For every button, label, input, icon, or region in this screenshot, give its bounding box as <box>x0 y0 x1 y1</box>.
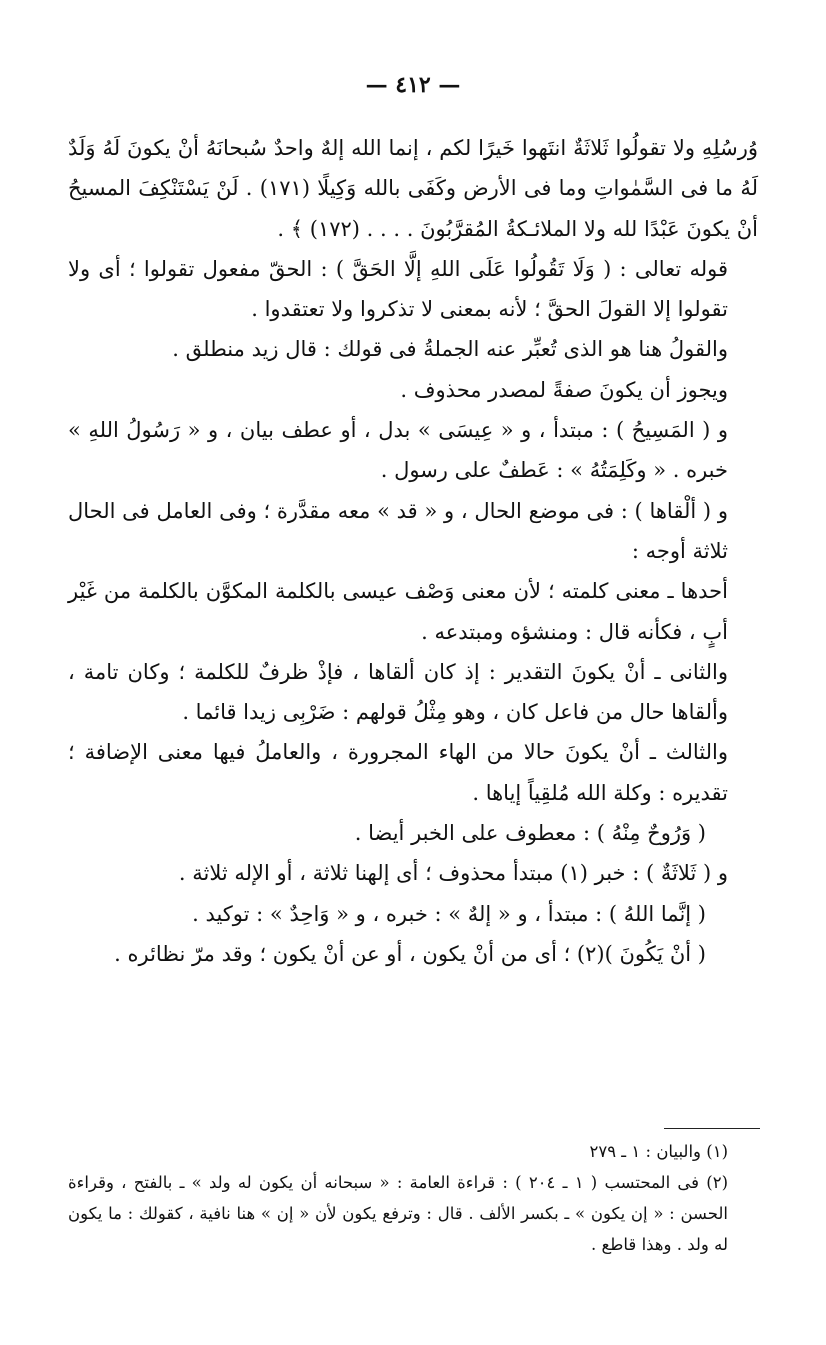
footnote: (٢) فى المحتسب ( ١ ـ ٢٠٤ ) : قراءة العامة : « سبحانه أن يكون له ولد » ـ بالفتح ، وقراءة الحسن : « إن يكون » ـ بكسر الألف . قال : وترفع يكون لأن « إن » هنا نافية ، كقولك : ما يكون له ولد . وهذا قاطع . <box>68 1173 728 1254</box>
verse-paragraph: وُرسُلِهِ ولا تقولُوا ثَلاثَةٌ انتَهوا خَيرًا لكم ، إنما الله إلهٌ واحدٌ سُبحانَهُ أنْ يكونَ لَهُ وَلَدٌ لَهُ ما فى السَّمٰواتِ وما فى الأرض وكَفَى بالله وَكِيلًا (١٧١) . لَنْ يَسْتَنْكِفَ المسيحُ أنْ يكونَ عَبْدًا لله ولا الملائـكةُ المُقرَّبُونَ . . . . (١٧٢) ﴾ . <box>68 136 758 241</box>
commentary-paragraph: ويجوز أن يكونَ صفةً لمصدر محذوف . <box>400 377 728 402</box>
footnote: (١) والبيان : ١ ـ ٢٧٩ <box>589 1142 728 1161</box>
commentary-paragraph: والثالث ـ أنْ يكونَ حالا من الهاء المجرورة ، والعاملُ فيها معنى الإضافة ؛ تقديره : وكلة الله مُلقِياً إياها . <box>68 740 728 805</box>
main-text <box>68 128 758 974</box>
commentary-paragraph: ( إنَّما اللهُ ) : مبتدأ ، و « إلهٌ » : خبره ، و « وَاحِدٌ » : توكيد . <box>192 901 706 926</box>
footnote-separator <box>664 1128 760 1129</box>
page-number: — ٤١٢ — <box>365 72 461 98</box>
commentary-paragraph: والثانى ـ أنْ يكونَ التقدير : إذ كان ألقاها ، فإذْ ظرفٌ للكلمة ؛ وكان تامة ، وألقاها حال من فاعل كان ، وهو مِثْلُ قولهم : ضَرْبِى زيدا قائما . <box>68 659 728 725</box>
footnotes <box>68 1136 758 1260</box>
commentary-paragraph: و ( ثَلاثَةٌ ) : خبر (١) مبتدأ محذوف ؛ أى إلهنا ثلاثة ، أو الإله ثلاثة . <box>178 861 728 886</box>
commentary-paragraph: قوله تعالى : ( وَلَا تَقُولُوا عَلَى اللهِ إلَّا الحَقَّ ) : الحقّ مفعول تقولوا ؛ أى ولا تقولوا إلا القولَ الحقَّ ؛ لأنه بمعنى لا تذكروا ولا تعتقدوا . <box>68 256 728 322</box>
commentary-paragraph: و ( ألْقاها ) : فى موضع الحال ، و « قد » معه مقدَّرة ؛ وفى العامل فى الحال ثلاثة أوجه : <box>68 498 728 563</box>
commentary-paragraph: ( وَرُوحٌ مِنْهُ ) : معطوف على الخبر أيضا . <box>354 821 706 846</box>
commentary-paragraph: ( أنْ يَكُونَ )(٢) ؛ أى من أنْ يكون ، أو عن أنْ يكون ؛ وقد مرّ نظائره . <box>114 941 706 966</box>
commentary-paragraph: والقولُ هنا هو الذى تُعبِّر عنه الجملةُ فى قولك : قال زيد منطلق . <box>172 337 728 362</box>
commentary-paragraph: و ( المَسِيحُ ) : مبتدأ ، و « عِيسَى » بدل ، أو عطف بيان ، و « رَسُولُ اللهِ » خبره . « وكَلِمَتُهُ » : عَطفٌ على رسول . <box>68 418 728 483</box>
commentary-paragraph: أحدها ـ معنى كلمته ؛ لأن معنى وَصْف عيسى بالكلمة المكوَّن بالكلمة من غَيْر أبٍ ، فكأنه قال : ومنشؤه ومبتدعه . <box>68 579 728 644</box>
